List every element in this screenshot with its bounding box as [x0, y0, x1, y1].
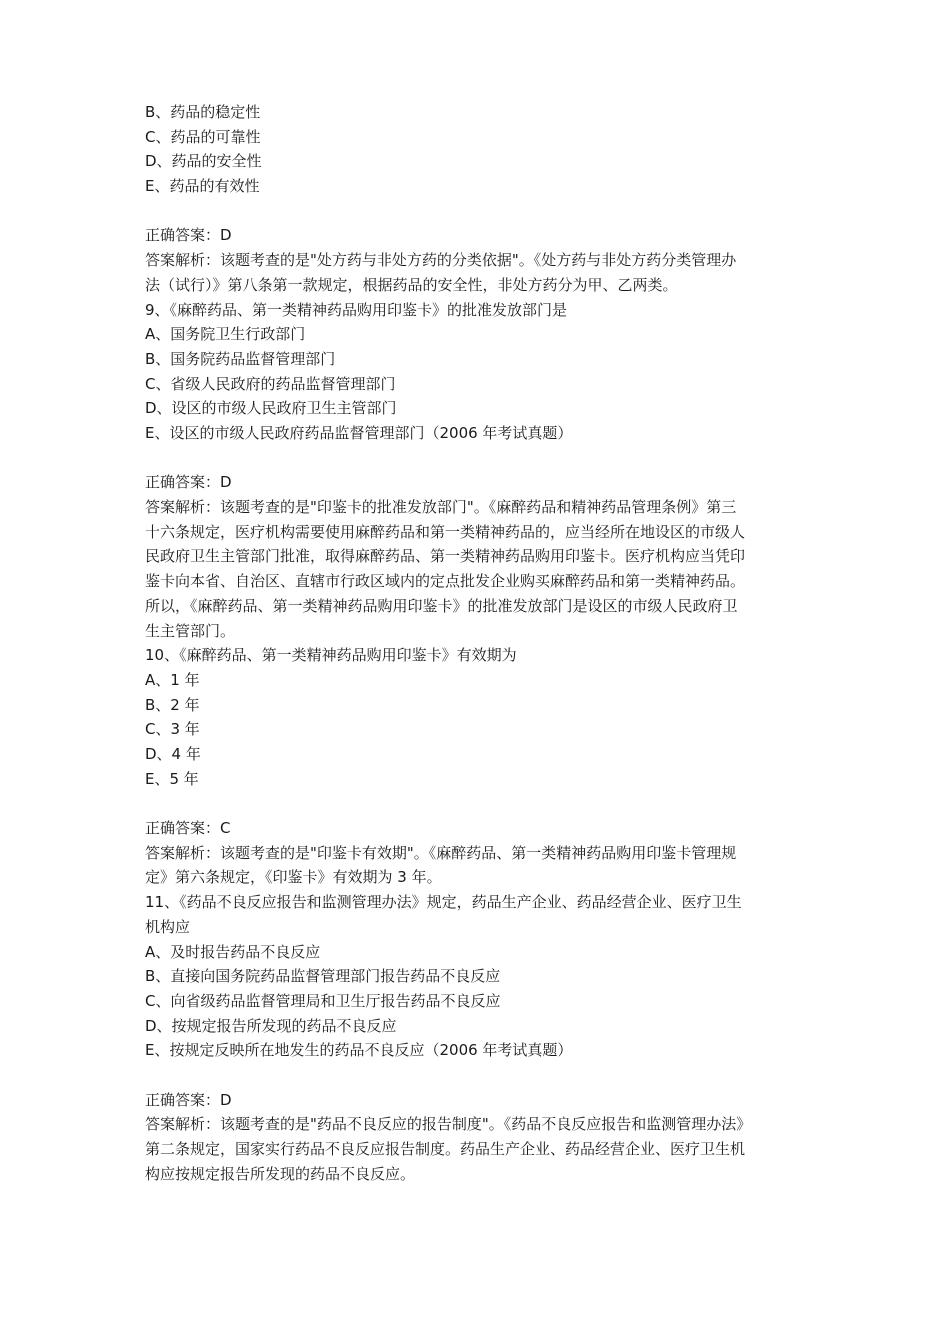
text-line: E、按规定反映所在地发生的药品不良反应（2006 年考试真题）: [145, 1041, 573, 1060]
text-line: D、按规定报告所发现的药品不良反应: [145, 1016, 397, 1035]
blank-line: [145, 446, 825, 471]
text-line: A、及时报告药品不良反应: [145, 942, 321, 961]
document-page: [145, 100, 825, 1186]
paragraph-line: 法（试行）》第八条第一款规定，根据药品的安全性，非处方药分为甲、乙两类。: [145, 275, 678, 294]
text-line: C、向省级药品监督管理局和卫生厅报告药品不良反应: [145, 991, 501, 1010]
blank-line: [145, 199, 825, 224]
paragraph-line: 鉴卡向本省、自治区、直辖市行政区域内的定点批发企业购买麻醉药品和第一类精神药品。: [145, 572, 746, 591]
text-line: 正确答案：D: [145, 473, 232, 492]
text-line: B、2 年: [145, 695, 200, 714]
text-line: A、1 年: [145, 670, 200, 689]
paragraph: [145, 1112, 825, 1186]
paragraph-line: 答案解析：该题考查的是"处方药与非处方药的分类依据"。《处方药与非处方药分类管理办: [145, 251, 737, 270]
paragraph-line: 第二条规定，国家实行药品不良反应报告制度。药品生产企业、药品经营企业、医疗卫生机: [145, 1140, 746, 1159]
text-line: A、国务院卫生行政部门: [145, 325, 306, 344]
paragraph-line: 构应按规定报告所发现的药品不良反应。: [145, 1164, 416, 1183]
text-line: C、省级人民政府的药品监督管理部门: [145, 374, 396, 393]
text-line: E、设区的市级人民政府药品监督管理部门（2006 年考试真题）: [145, 423, 573, 442]
text-line: E、5 年: [145, 769, 199, 788]
text-line: E、药品的有效性: [145, 177, 260, 196]
blank-line: [145, 791, 825, 816]
paragraph-line: 定》第六条规定，《印鉴卡》有效期为 3 年。: [145, 868, 442, 887]
paragraph: [145, 841, 825, 890]
text-line: B、直接向国务院药品监督管理部门报告药品不良反应: [145, 967, 501, 986]
paragraph-line: 十六条规定，医疗机构需要使用麻醉药品和第一类精神药品的，应当经所在地设区的市级人: [145, 522, 746, 541]
text-line: 10、《麻醉药品、第一类精神药品购用印鉴卡》有效期为: [145, 646, 517, 665]
paragraph-line: 答案解析：该题考查的是"药品不良反应的报告制度"。《药品不良反应报告和监测管理办法》: [145, 1115, 752, 1134]
text-line: 9、《麻醉药品、第一类精神药品购用印鉴卡》的批准发放部门是: [145, 300, 568, 319]
paragraph-line: 答案解析：该题考查的是"印鉴卡有效期"。《麻醉药品、第一类精神药品购用印鉴卡管理规: [145, 843, 737, 862]
text-line: D、4 年: [145, 745, 201, 763]
paragraph-line: 机构应: [145, 917, 191, 936]
paragraph: [145, 248, 825, 297]
text-line: 正确答案：C: [145, 819, 231, 838]
text-line: D、药品的安全性: [145, 152, 262, 171]
text-line: D、设区的市级人民政府卫生主管部门: [145, 399, 397, 418]
text-line: 正确答案：D: [145, 226, 232, 245]
text-line: B、药品的稳定性: [145, 103, 261, 121]
text-line: B、国务院药品监督管理部门: [145, 349, 336, 368]
paragraph-line: 民政府卫生主管部门批准，取得麻醉药品、第一类精神药品购用印鉴卡。医疗机构应当凭印: [145, 547, 746, 566]
text-line: 正确答案：D: [145, 1090, 232, 1109]
paragraph-line: 所以，《麻醉药品、第一类精神药品购用印鉴卡》的批准发放部门是设区的市级人民政府卫: [145, 596, 738, 615]
paragraph-line: 答案解析：该题考查的是"印鉴卡的批准发放部门"。《麻醉药品和精神药品管理条例》第三: [145, 498, 737, 517]
blank-line: [145, 1063, 825, 1088]
text-line: C、药品的可靠性: [145, 127, 261, 146]
text-line: C、3 年: [145, 720, 200, 739]
paragraph-line: 11、《药品不良反应报告和监测管理办法》规定，药品生产企业、药品经营企业、医疗卫生: [145, 893, 742, 912]
paragraph-line: 生主管部门。: [145, 621, 236, 640]
paragraph: [145, 495, 825, 643]
paragraph: [145, 890, 825, 939]
